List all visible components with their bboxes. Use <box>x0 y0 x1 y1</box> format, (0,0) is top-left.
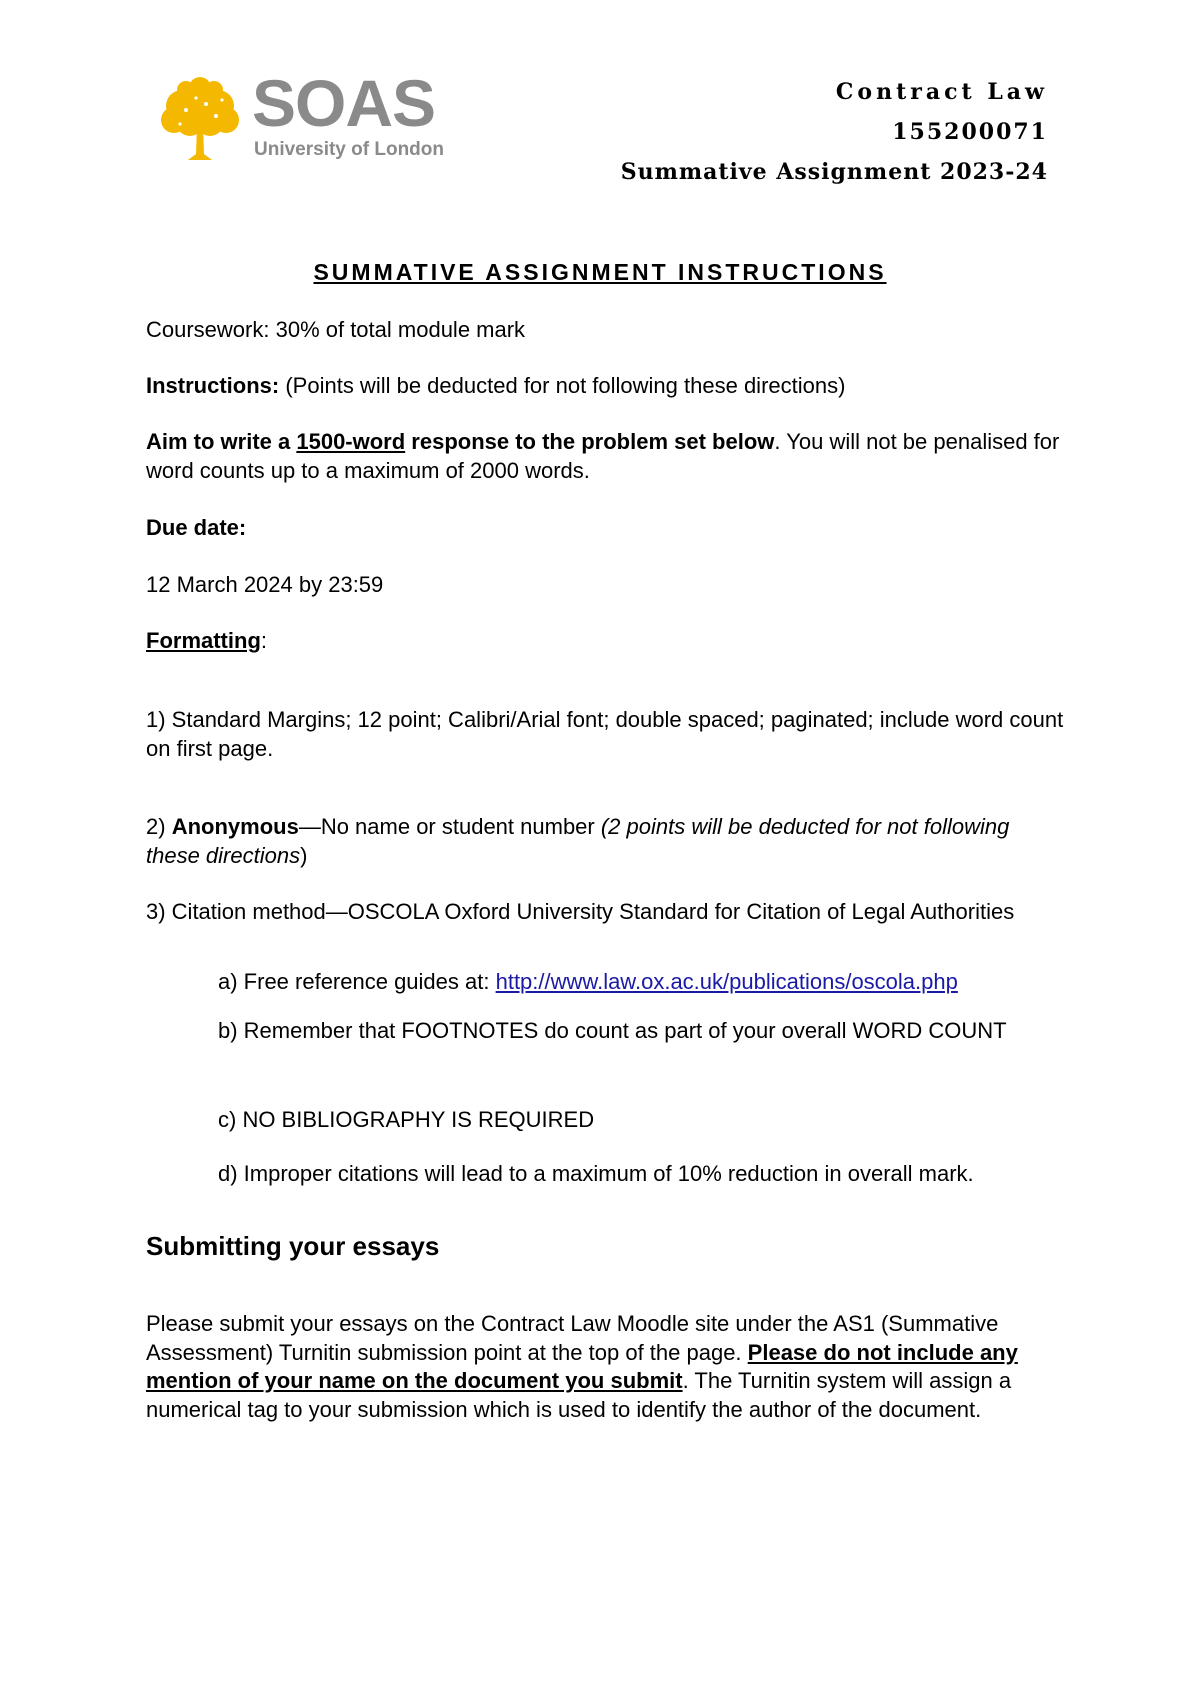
aim-pre: Aim to write a <box>146 429 297 454</box>
assignment-label: Summative Assignment 2023-24 <box>620 159 1048 185</box>
aim-post: response to the problem set below <box>405 429 775 454</box>
sub-item-a-text: a) Free reference guides at: <box>218 969 496 994</box>
point-1: 1) Standard Margins; 12 point; Calibri/Arial font; double spaced; paginated; include word count on first page. <box>146 707 1064 761</box>
instructions-label: Instructions: <box>146 373 280 398</box>
list-item: d) Improper citations will lead to a maximum of 10% reduction in overall mark. <box>218 1161 974 1186</box>
instructions-line <box>146 372 1066 401</box>
soas-logo <box>156 66 456 166</box>
aim-rest: . You will not be penalised for word counts up to a maximum of 2000 words. <box>146 429 1060 483</box>
course-code: 155200071 <box>892 119 1048 145</box>
point-2-close: ) <box>300 842 308 868</box>
submitting-post: . The Turnitin system will assign a numerical tag to your submission which is used to identify the author of the document. <box>146 1368 1012 1422</box>
aim-word-count: 1500-word <box>296 429 406 454</box>
document-header <box>621 72 1048 192</box>
point-3: 3) Citation method—OSCOLA Oxford University Standard for Citation of Legal Authorities <box>146 899 1015 924</box>
aim-paragraph <box>146 428 1066 485</box>
page-title <box>0 258 1200 288</box>
list-item <box>218 968 1078 997</box>
point-2-text: —No name or student number <box>298 814 601 839</box>
point-2-italic: (2 points will be deducted for not following these directions <box>146 814 1010 868</box>
list-item: b) Remember that FOOTNOTES do count as part of your overall WORD COUNT <box>218 1018 1007 1043</box>
logo-brand: SOAS <box>252 66 436 140</box>
submitting-paragraph <box>146 1310 1066 1424</box>
submitting-heading: Submitting your essays <box>146 1231 440 1261</box>
list-item: c) NO BIBLIOGRAPHY IS REQUIRED <box>218 1107 595 1132</box>
due-date-label: Due date: <box>146 515 247 540</box>
submitting-bold: Please do not include any mention of your name on the document you submit <box>146 1339 1018 1394</box>
page-title-text: SUMMATIVE ASSIGNMENT INSTRUCTIONS <box>313 259 887 285</box>
point-2 <box>146 813 1066 870</box>
submitting-pre: Please submit your essays on the Contract Law Moodle site under the AS1 (Summative Assessment) Turnitin submission point at the top of the page. <box>146 1311 999 1365</box>
oscola-link[interactable]: http://www.law.ox.ac.uk/publications/oscola.php <box>495 969 958 994</box>
coursework-line: Coursework: 30% of total module mark <box>146 317 526 342</box>
course-name: Contract Law <box>835 79 1048 105</box>
logo-subtitle: University of London <box>254 139 444 160</box>
formatting-colon: : <box>260 628 268 653</box>
point-2-bold: Anonymous <box>171 814 299 839</box>
instructions-text: (Points will be deducted for not following these directions) <box>279 373 846 398</box>
point-2-num: 2) <box>146 814 172 839</box>
tree-icon <box>156 76 244 162</box>
formatting-heading <box>146 627 1066 656</box>
formatting-label: Formatting <box>146 628 261 653</box>
due-date-value: 12 March 2024 by 23:59 <box>146 572 384 597</box>
